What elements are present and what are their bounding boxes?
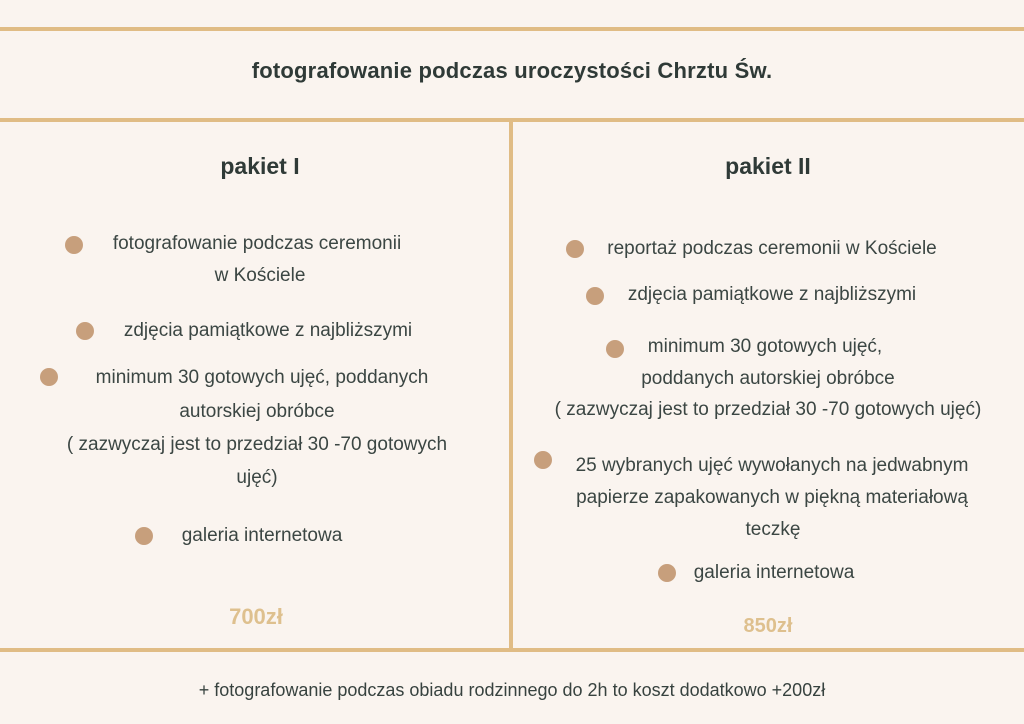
package-2-price: 850zł [743, 615, 793, 637]
bullet-dot-icon [606, 340, 624, 358]
footer-divider [0, 648, 1024, 652]
bullet-dot-icon [658, 564, 676, 582]
item-line: galeria internetowa [181, 525, 343, 546]
item-line: ujęć) [236, 467, 278, 488]
item-line: minimum 30 gotowych ujęć, [647, 336, 883, 357]
item-line: papierze zapakowanych w piękną materiałową [576, 487, 968, 508]
top-divider [0, 27, 1024, 31]
package-1-title: pakiet I [220, 153, 300, 179]
footer-note: + fotografowanie podczas obiadu rodzinnego do 2h to koszt dodatkowo +200zł [198, 680, 826, 700]
item-line: galeria internetowa [693, 562, 855, 583]
package-2-title: pakiet II [725, 153, 811, 179]
item-line: zdjęcia pamiątkowe z najbliższymi [627, 284, 917, 305]
item-line: ( zazwyczaj jest to przedział 30 -70 gotowych [66, 434, 448, 455]
column-divider [509, 118, 513, 650]
bullet-dot-icon [76, 322, 94, 340]
bullet-dot-icon [534, 451, 552, 469]
bullet-dot-icon [586, 287, 604, 305]
item-line: minimum 30 gotowych ujęć, poddanych [95, 367, 429, 388]
bullet-dot-icon [135, 527, 153, 545]
item-line: poddanych autorskiej obróbce [641, 368, 895, 389]
page-title: fotografowanie podczas uroczystości Chrztu Św. [251, 58, 773, 83]
bullet-dot-icon [40, 368, 58, 386]
bullet-dot-icon [65, 236, 83, 254]
item-line: ( zazwyczaj jest to przedział 30 -70 gotowych ujęć) [554, 399, 982, 420]
item-line: zdjęcia pamiątkowe z najbliższymi [123, 320, 413, 341]
bullet-dot-icon [566, 240, 584, 258]
package-1-price: 700zł [229, 604, 283, 629]
item-line: fotografowanie podczas ceremonii [112, 233, 402, 254]
item-line: 25 wybranych ujęć wywołanych na jedwabnym [575, 455, 969, 476]
item-line: reportaż podczas ceremonii w Kościele [607, 238, 937, 259]
item-line: teczkę [745, 519, 801, 540]
item-line: w Kościele [214, 265, 306, 286]
item-line: autorskiej obróbce [179, 401, 335, 422]
